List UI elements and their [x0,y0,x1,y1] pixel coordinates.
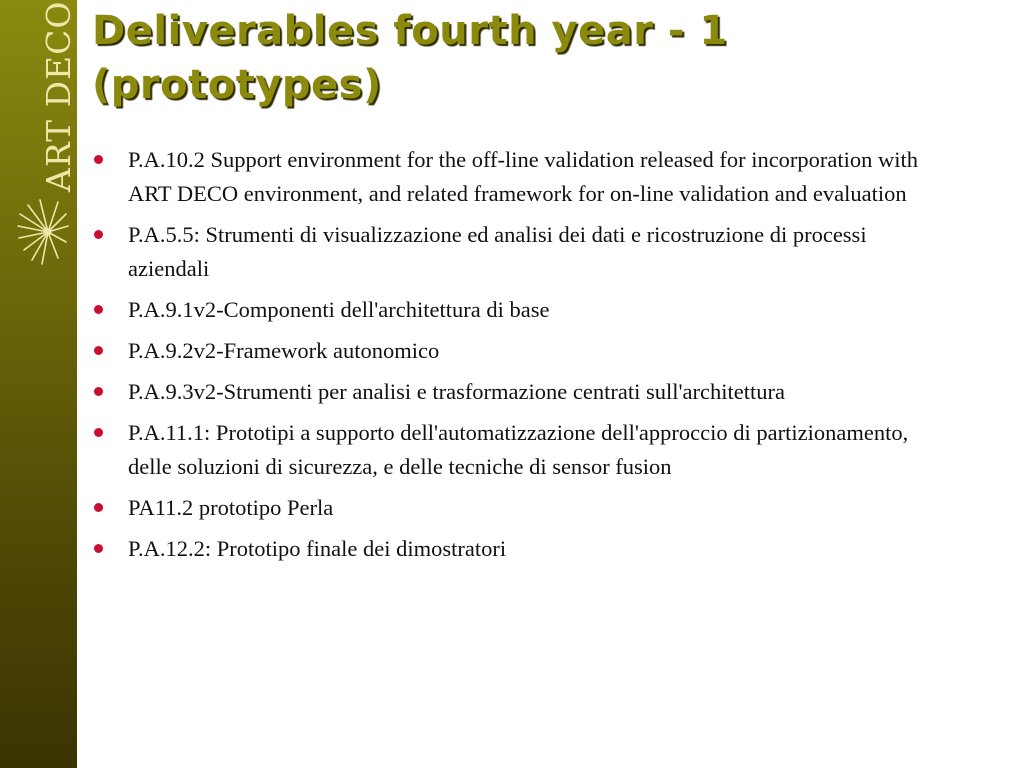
list-item-text: PA11.2 prototipo Perla [128,495,334,520]
title-line-2: (prototypes) [92,62,382,108]
bullet-icon [94,230,103,239]
deliverables-list [90,143,950,573]
list-item-text: P.A.11.1: Prototipi a supporto dell'automatizzazione dell'approccio di partizionamento, delle soluzioni di sicurezza, e delle tecniche di sensor fusion [128,420,909,479]
bullet-icon [94,544,103,553]
list-item [90,143,950,211]
bullet-icon [94,387,103,396]
bullet-icon [94,346,103,355]
logo-text: ART DECO [39,0,78,192]
art-deco-logo [14,0,78,272]
bullet-icon [94,305,103,314]
title-line-1: Deliverables fourth year - 1 [92,8,728,54]
bullet-icon [94,428,103,437]
list-item-text: P.A.9.1v2-Componenti dell'architettura di base [128,297,550,322]
list-item [90,375,950,409]
list-item-text: P.A.9.3v2-Strumenti per analisi e trasformazione centrati sull'architettura [128,379,785,404]
bullet-icon [94,503,103,512]
list-item-text: P.A.9.2v2-Framework autonomico [128,338,440,363]
list-item [90,334,950,368]
list-item-text: P.A.10.2 Support environment for the off-line validation released for incorporation with ART DECO environment, and related framework for on-line validation and evaluation [128,147,919,206]
list-item [90,218,950,286]
list-item [90,532,950,566]
list-item-text: P.A.5.5: Strumenti di visualizzazione ed analisi dei dati e ricostruzione di processi aziendali [128,222,867,281]
list-item-text: P.A.12.2: Prototipo finale dei dimostratori [128,536,507,561]
bullet-icon [94,155,103,164]
list-item [90,491,950,525]
list-item [90,416,950,484]
sidebar-band [0,0,77,768]
slide-title [92,4,992,112]
list-item [90,293,950,327]
